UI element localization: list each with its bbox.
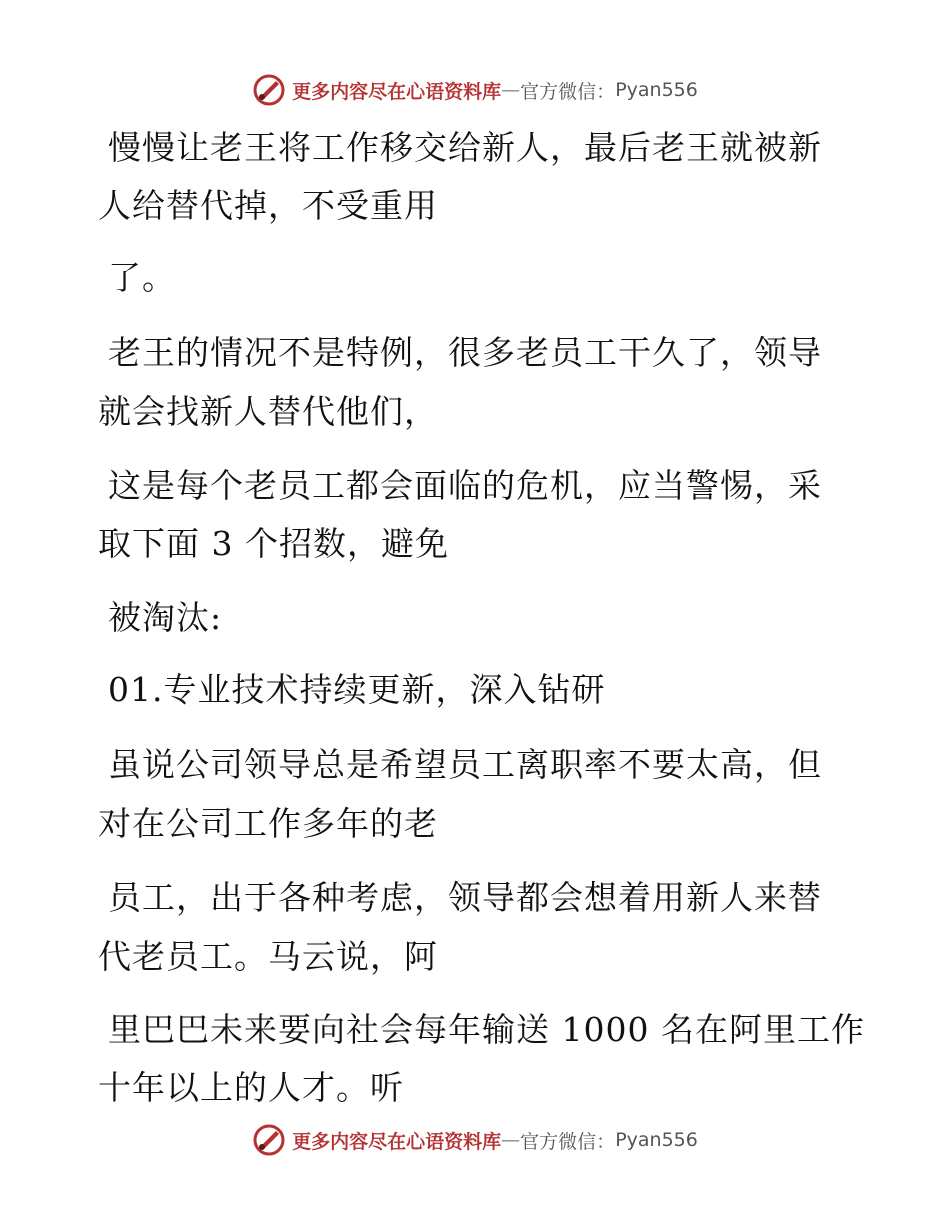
text-line: 代老员工。马云说，阿: [98, 937, 438, 976]
text-line: 人给替代掉，不受重用: [98, 186, 438, 225]
brush-logo-icon: [252, 1123, 286, 1157]
text-line: 就会找新人替代他们，: [98, 392, 438, 431]
watermark-contact-label: 官方微信：: [520, 1130, 616, 1153]
watermark-main-text: 更多内容尽在心语资料库: [292, 80, 502, 103]
watermark-main-text: 更多内容尽在心语资料库: [292, 1130, 502, 1153]
watermark-dash: —: [501, 1129, 521, 1151]
section-heading: 01.专业技术持续更新，深入钻研: [108, 670, 606, 709]
footer-watermark: [0, 1120, 950, 1160]
text-line: 老王的情况不是特例，很多老员工干久了，领导: [108, 333, 822, 372]
text-line: 员工，出于各种考虑，领导都会想着用新人来替: [108, 878, 822, 917]
watermark-dash: —: [501, 79, 521, 101]
text-line: 取下面 3 个招数，避免: [98, 524, 449, 563]
text-line: 被淘汰:: [108, 598, 223, 637]
text-line: 对在公司工作多年的老: [98, 804, 438, 843]
text-line: 这是每个老员工都会面临的危机，应当警惕，采: [108, 466, 822, 505]
brush-logo-icon: [252, 73, 286, 107]
text-line: 慢慢让老王将工作移交给新人，最后老王就被新: [108, 128, 822, 167]
text-line: 了。: [108, 258, 176, 297]
text-line: 虽说公司领导总是希望员工离职率不要太高，但: [108, 745, 822, 784]
watermark-contact-id: Pyan556: [615, 1129, 698, 1151]
header-watermark: [0, 70, 950, 110]
watermark-contact-id: Pyan556: [615, 79, 698, 101]
text-line: 里巴巴未来要向社会每年输送 1000 名在阿里工作: [108, 1010, 865, 1049]
text-line: 十年以上的人才。听: [98, 1068, 404, 1107]
watermark-contact-label: 官方微信：: [520, 80, 616, 103]
